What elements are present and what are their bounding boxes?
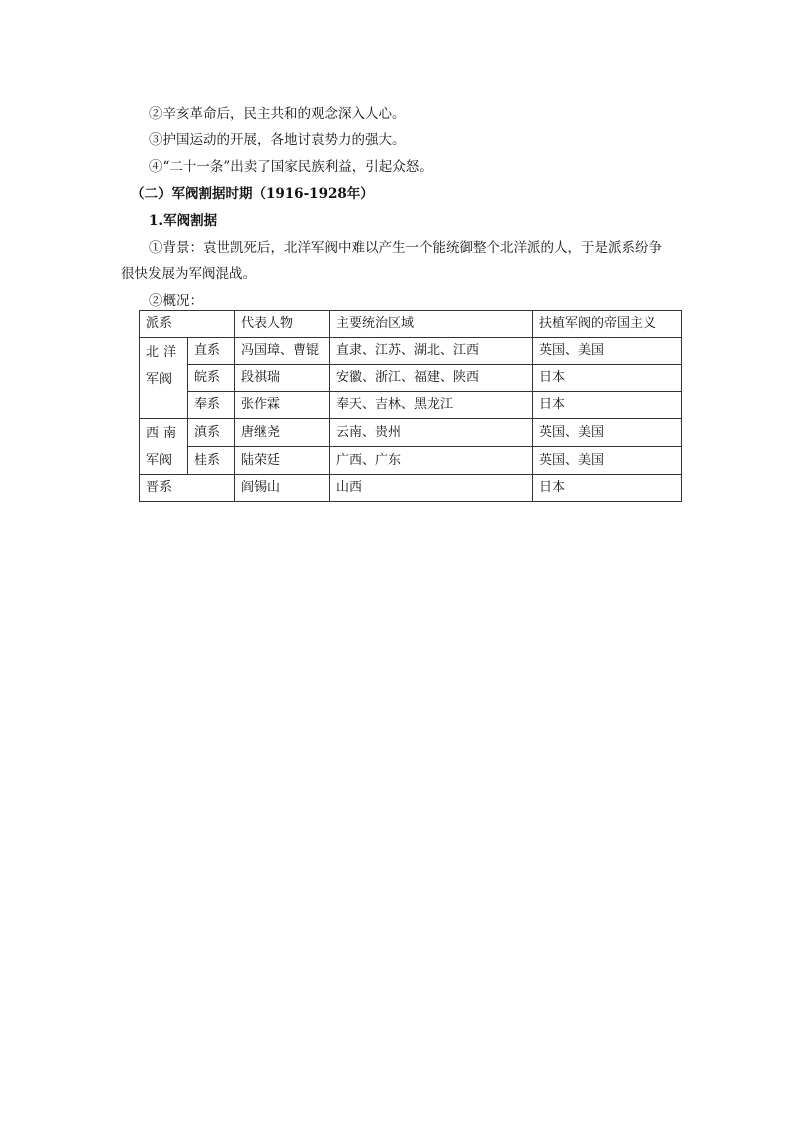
group-xinan-line-1: 西 南 bbox=[146, 426, 177, 441]
header-faction: 派系 bbox=[140, 311, 235, 338]
group-xinan bbox=[140, 419, 188, 475]
row-regions: 云南、贵州 bbox=[330, 419, 533, 447]
row-regions: 安徽、浙江、福建、陕西 bbox=[330, 365, 533, 392]
row-faction: 奉系 bbox=[188, 392, 235, 419]
group-beiyang-line-2: 军阀 bbox=[146, 372, 173, 387]
group-beiyang bbox=[140, 338, 188, 419]
row-leaders: 陆荣廷 bbox=[235, 447, 330, 475]
row-leaders: 段祺瑞 bbox=[235, 365, 330, 392]
table-row bbox=[140, 392, 682, 419]
background-line-2: 很快发展为军阀混战。 bbox=[121, 266, 256, 282]
row-regions: 广西、广东 bbox=[330, 447, 533, 475]
row-faction: 直系 bbox=[188, 338, 235, 365]
header-backers: 扶植军阀的帝国主义 bbox=[533, 311, 682, 338]
row-backers: 日本 bbox=[533, 392, 682, 419]
paragraph-republican-ideas: ②辛亥革命后，民主共和的观念深入人心。 bbox=[149, 106, 406, 122]
row-faction: 桂系 bbox=[188, 447, 235, 475]
row-regions: 直隶、江苏、湖北、江西 bbox=[330, 338, 533, 365]
header-leaders: 代表人物 bbox=[235, 311, 330, 338]
group-xinan-line-2: 军阀 bbox=[146, 453, 173, 468]
row-regions: 奉天、吉林、黑龙江 bbox=[330, 392, 533, 419]
table-header-row bbox=[140, 311, 682, 338]
paragraph-national-protection-movement: ③护国运动的开展，各地讨袁势力的强大。 bbox=[149, 132, 406, 148]
table-row bbox=[140, 338, 682, 365]
table-row bbox=[140, 419, 682, 447]
header-regions: 主要统治区域 bbox=[330, 311, 533, 338]
row-faction: 滇系 bbox=[188, 419, 235, 447]
row-leaders: 阎锡山 bbox=[235, 475, 330, 502]
row-leaders: 唐继尧 bbox=[235, 419, 330, 447]
row-leaders: 张作霖 bbox=[235, 392, 330, 419]
table-row bbox=[140, 475, 682, 502]
row-backers: 日本 bbox=[533, 475, 682, 502]
row-regions: 山西 bbox=[330, 475, 533, 502]
background-line-1: ①背景：袁世凯死后，北洋军阀中难以产生一个能统御整个北洋派的人，于是派系纷争 bbox=[149, 240, 662, 256]
row-faction: 皖系 bbox=[188, 365, 235, 392]
section-heading: （二）军阀割据时期（1916-1928年） bbox=[131, 186, 374, 202]
overview-label: ②概况： bbox=[149, 293, 203, 309]
table-row bbox=[140, 365, 682, 392]
row-faction: 晋系 bbox=[140, 475, 235, 502]
group-beiyang-line-1: 北 洋 bbox=[146, 345, 177, 360]
row-backers: 英国、美国 bbox=[533, 447, 682, 475]
sub-heading: 1.军阀割据 bbox=[149, 213, 218, 229]
warlord-factions-table bbox=[139, 310, 682, 502]
row-backers: 英国、美国 bbox=[533, 419, 682, 447]
row-backers: 日本 bbox=[533, 365, 682, 392]
paragraph-twenty-one-demands: ④“二十一条”出卖了国家民族利益，引起众怒。 bbox=[149, 159, 433, 175]
table-row bbox=[140, 447, 682, 475]
row-backers: 英国、美国 bbox=[533, 338, 682, 365]
row-leaders: 冯国璋、曹锟 bbox=[235, 338, 330, 365]
